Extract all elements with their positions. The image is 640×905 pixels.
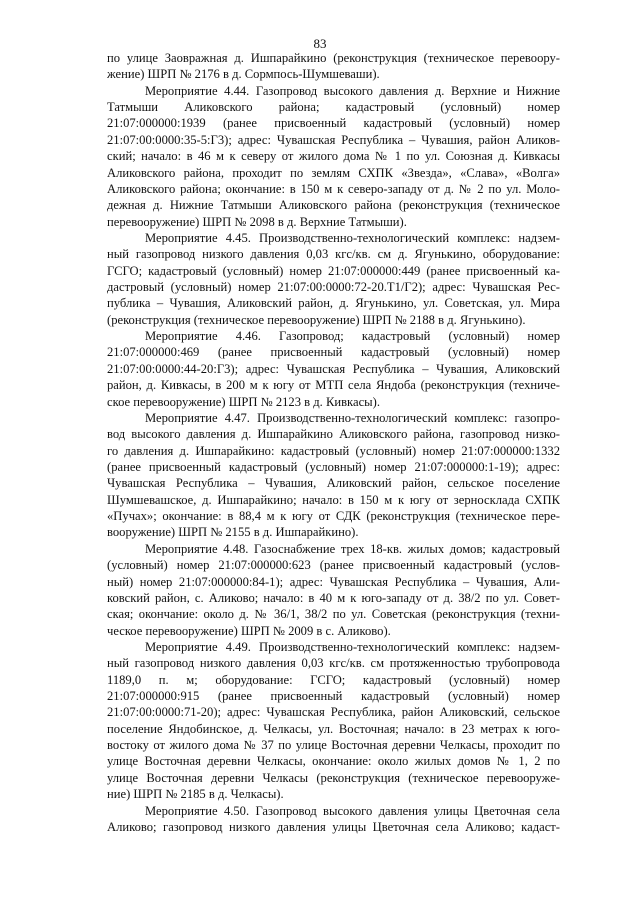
- text-line: (условный) номер 21:07:000000:623 (ранее присвоенный кадастровый (услов-: [107, 558, 560, 573]
- text-line: Аликовского района, проходит по землям СХПК «Звезда», «Слава», «Волга»: [107, 165, 560, 180]
- paragraph-first-line: Мероприятие 4.46. Газопровод; кадастровый (условный) номер: [145, 329, 560, 344]
- paragraph-first-line: Мероприятие 4.48. Газоснабжение трех 18-кв. жилых домов; кадастровый: [145, 541, 560, 556]
- text-line: вооружение) ШРП № 2155 в д. Ишпарайкино).: [107, 525, 359, 540]
- text-line: Чувашская Республика – Чувашия, Аликовский район, сельское поселение: [107, 476, 560, 491]
- text-line: ский; начало: в 46 м к северу от жилого дома № 1 по ул. Союзная д. Кивкасы: [107, 149, 560, 164]
- text-line: ская; окончание: около д. № 36/1, 38/2 по ул. Советская (реконструкция (техни-: [107, 607, 560, 622]
- text-line: улице Восточная деревни Челкасы, окончание: около жилых домов № 1, 2 по: [107, 754, 560, 769]
- text-line: 21:07:00:0000:35-5:Г3); адрес: Чувашская Республика – Чувашия, район Аликов-: [107, 132, 560, 147]
- text-line: ние) ШРП № 2185 в д. Челкасы).: [107, 787, 284, 802]
- text-line: перевооружение) ШРП № 2098 в д. Верхние Татмыши).: [107, 214, 407, 229]
- text-line: Аликово; газопровод низкого давления улицы Цветочная села Аликово; кадаст-: [107, 819, 560, 834]
- text-line: жение) ШРП № 2176 в д. Сормпось-Шумшеваши).: [107, 67, 380, 82]
- paragraph-first-line: Мероприятие 4.50. Газопровод высокого давления улицы Цветочная села: [145, 803, 560, 818]
- text-line: (ранее присвоенный кадастровый (условный) номер 21:07:000000:1-19); адрес:: [107, 459, 560, 474]
- paragraph-first-line: Мероприятие 4.49. Производственно-технологический комплекс: надзем-: [145, 639, 560, 654]
- text-line: ный) номер 21:07:000000:84-1); адрес: Чувашская Республика – Чувашия, Али-: [107, 574, 560, 589]
- text-line: 21:07:000000:1939 (ранее присвоенный кадастровый (условный) номер: [107, 116, 560, 131]
- paragraph-first-line: Мероприятие 4.44. Газопровод высокого давления д. Верхние и Нижние: [145, 83, 560, 98]
- text-line: ское перевооружение) ШРП № 2123 в д. Кивкасы).: [107, 394, 380, 409]
- text-line: (реконструкция (техническое перевооружение) ШРП № 2188 в д. Ягунькино).: [107, 312, 526, 327]
- text-line: Татмыши Аликовского района; кадастровый (условный) номер: [107, 100, 560, 115]
- paragraph-first-line: Мероприятие 4.45. Производственно-технологический комплекс: надзем-: [145, 230, 560, 245]
- text-line: ческое перевооружение) ШРП № 2009 в с. Аликово).: [107, 623, 391, 638]
- page-number: 83: [313, 36, 327, 51]
- text-line: го давления д. Ишпарайкино: кадастровый (условный) номер 21:07:000000:1332: [107, 443, 560, 458]
- text-line: востоку от жилого дома № 37 по улице Восточная деревни Челкасы, проходит по: [107, 738, 560, 753]
- text-line: 21:07:00:0000:44-20:Г3); адрес: Чувашская Республика – Чувашия, Аликовский: [107, 361, 560, 376]
- text-line: ковский район, с. Аликово; начало: в 40 м к юго-западу от д. 38/2 по ул. Совет-: [107, 590, 560, 605]
- text-line: район, д. Кивкасы, в 200 м к югу от МТП села Яндоба (реконструкция (техниче-: [107, 378, 560, 393]
- text-line: ный газопровод низкого давления 0,03 кгс/кв. см протяженностью трубопровода: [107, 656, 560, 671]
- text-line: 21:07:00:0000:71-20); адрес: Чувашская Республика, район Аликовский, сельское: [107, 705, 560, 720]
- text-line: по улице Заовражная д. Ишпарайкино (реконструкция (техническое перевоору-: [107, 51, 560, 65]
- paragraph-first-line: Мероприятие 4.47. Производственно-технологический комплекс: газопро-: [145, 410, 560, 425]
- document-body: [107, 50, 560, 835]
- text-line: дежная д. Нижние Татмыши Аликовского района (реконструкция (техническое: [107, 198, 560, 213]
- text-line: 21:07:000000:469 (ранее присвоенный кадастровый (условный) номер: [107, 345, 560, 360]
- text-line: Шумшевашское, д. Ишпарайкино; начало: в 150 м к югу от зерносклада СХПК: [107, 492, 560, 507]
- text-line: 1189,0 п. м; оборудование: ГСГО; кадастровый (условный) номер: [107, 672, 560, 687]
- text-line: публика – Чувашия, Аликовский район, д. Ягунькино, ул. Советская, ул. Мира: [107, 296, 560, 311]
- text-line: ный газопровод низкого давления 0,03 кгс/кв. см д. Ягунькино, оборудование:: [107, 247, 560, 262]
- text-line: ГСГО; кадастровый (условный) номер 21:07:000000:449 (ранее присвоенный ка-: [107, 263, 560, 278]
- text-line: 21:07:000000:915 (ранее присвоенный кадастровый (условный) номер: [107, 689, 560, 704]
- text-line: поселение Яндобинское, д. Челкасы, ул. Восточная; начало: в 23 метрах к юго-: [107, 721, 560, 736]
- text-line: «Пучах»; окончание: в 88,4 м к югу от СДК (реконструкция (техническое пере-: [107, 509, 560, 524]
- text-line: Аликовского района; окончание: в 150 м к северо-западу от д. № 2 по ул. Моло-: [107, 181, 560, 196]
- text-line: вод высокого давления д. Ишпарайкино Аликовского района, газопровод низко-: [107, 427, 560, 442]
- text-line: дастровый (условный) номер 21:07:00:0000:72-20.Т1/Г2); адрес: Чувашская Рес-: [107, 280, 560, 295]
- text-line: улице Восточная деревни Челкасы (реконструкция (техническое перевооруже-: [107, 770, 560, 785]
